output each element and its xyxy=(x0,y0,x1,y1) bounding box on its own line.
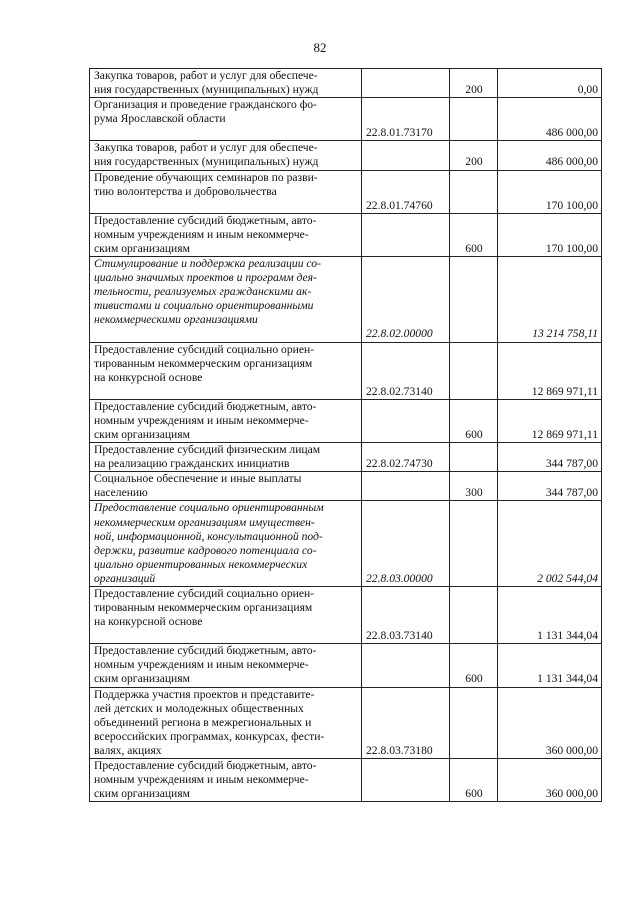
table-row xyxy=(90,687,602,758)
row-description xyxy=(90,98,362,141)
row-description xyxy=(90,170,362,213)
row-amount xyxy=(498,69,602,98)
row-target-code xyxy=(362,170,450,213)
row-description xyxy=(90,687,362,758)
row-expense-type xyxy=(450,472,498,501)
row-description-text: Социальное обеспечение и иные выплаты населению xyxy=(94,472,302,500)
row-amount-text: 2 002 544,04 xyxy=(537,571,598,585)
row-amount xyxy=(498,587,602,644)
row-description-text: Предоставление субсидий социально ориен- тированным некоммерческим организациям на конкурсной основе xyxy=(94,342,315,384)
table-row xyxy=(90,257,602,342)
row-target-code-text: 22.8.03.00000 xyxy=(366,571,433,585)
row-target-code-text: 22.8.01.74760 xyxy=(366,198,433,212)
table-row xyxy=(90,501,602,587)
row-amount-text: 486 000,00 xyxy=(545,155,598,169)
row-amount xyxy=(498,644,602,687)
row-description xyxy=(90,399,362,442)
row-amount-text: 13 214 758,11 xyxy=(532,327,598,341)
row-amount xyxy=(498,501,602,587)
row-expense-type xyxy=(450,443,498,472)
row-expense-type xyxy=(450,141,498,170)
row-description xyxy=(90,213,362,256)
row-target-code xyxy=(362,501,450,587)
row-amount-text: 1 131 344,04 xyxy=(537,672,598,686)
row-amount xyxy=(498,399,602,442)
row-description-text: Предоставление субсидий бюджетным, авто- номным учреждениям и иным некоммерче- ским организациям xyxy=(94,759,317,801)
row-expense-type-text: 300 xyxy=(465,486,483,500)
row-target-code xyxy=(362,443,450,472)
row-expense-type-text: 600 xyxy=(465,787,483,801)
row-amount-text: 486 000,00 xyxy=(545,126,598,140)
row-target-code xyxy=(362,213,450,256)
row-description-text: Проведение обучающих семинаров по разви- тию волонтерства и добровольчества xyxy=(94,170,318,198)
row-description-text: Предоставление субсидий бюджетным, авто- номным учреждениям и иным некоммерче- ским организациям xyxy=(94,213,317,255)
row-description xyxy=(90,342,362,399)
row-amount xyxy=(498,687,602,758)
row-expense-type-text: 600 xyxy=(465,427,483,441)
row-target-code-text: 22.8.03.73180 xyxy=(366,743,433,757)
table-row xyxy=(90,342,602,399)
table-row xyxy=(90,443,602,472)
row-target-code xyxy=(362,472,450,501)
row-amount-text: 12 869 971,11 xyxy=(531,427,598,441)
row-amount xyxy=(498,170,602,213)
table-row xyxy=(90,399,602,442)
table-row xyxy=(90,69,602,98)
row-amount-text: 170 100,00 xyxy=(545,241,598,255)
row-target-code xyxy=(362,644,450,687)
row-description-text: Предоставление социально ориентированным некоммерческим организациям имуществен- ной, информационной, консультационной под- держки, развитие кадрового потенциала со- циально ориентированных некоммерческих организаций xyxy=(94,501,324,585)
row-expense-type xyxy=(450,170,498,213)
row-description-text: Предоставление субсидий бюджетным, авто- номным учреждениям и иным некоммерче- ским организациям xyxy=(94,399,317,441)
row-amount xyxy=(498,472,602,501)
row-expense-type xyxy=(450,257,498,342)
row-expense-type xyxy=(450,587,498,644)
row-amount xyxy=(498,257,602,342)
row-description xyxy=(90,644,362,687)
row-description-text: Поддержка участия проектов и представите- лей детских и молодежных общественных объединений региона в межрегиональных и всероссийских программах, конкурсах, фести- валях, акциях xyxy=(94,687,325,757)
row-target-code xyxy=(362,98,450,141)
row-amount-text: 12 869 971,11 xyxy=(531,384,598,398)
row-target-code xyxy=(362,399,450,442)
row-amount xyxy=(498,213,602,256)
row-expense-type-text: 200 xyxy=(465,83,483,97)
row-target-code-text: 22.8.02.73140 xyxy=(366,384,433,398)
row-description xyxy=(90,257,362,342)
table-row xyxy=(90,644,602,687)
row-description-text: Предоставление субсидий бюджетным, авто- номным учреждениям и иным некоммерче- ским организациям xyxy=(94,644,317,686)
row-target-code xyxy=(362,342,450,399)
row-expense-type-text: 600 xyxy=(465,241,483,255)
row-amount-text: 360 000,00 xyxy=(545,787,598,801)
row-target-code-text: 22.8.02.74730 xyxy=(366,457,433,471)
row-description-text: Стимулирование и поддержка реализации со- циально значимых проектов и программ дея- тельности, реализуемых гражданскими ак- тивистами и социально ориентированными некоммерческими организациями xyxy=(94,257,321,327)
row-expense-type xyxy=(450,69,498,98)
row-target-code xyxy=(362,69,450,98)
table-row xyxy=(90,170,602,213)
row-description xyxy=(90,472,362,501)
row-description xyxy=(90,587,362,644)
row-description xyxy=(90,759,362,802)
table-row xyxy=(90,98,602,141)
row-expense-type xyxy=(450,687,498,758)
row-expense-type-text: 200 xyxy=(465,155,483,169)
row-expense-type xyxy=(450,213,498,256)
table-row xyxy=(90,213,602,256)
row-target-code-text: 22.8.01.73170 xyxy=(366,126,433,140)
row-expense-type xyxy=(450,644,498,687)
row-description xyxy=(90,69,362,98)
row-target-code xyxy=(362,257,450,342)
row-amount-text: 360 000,00 xyxy=(545,743,598,757)
row-description-text: Закупка товаров, работ и услуг для обеспече- ния государственных (муниципальных) нужд xyxy=(94,141,319,169)
row-target-code-text: 22.8.02.00000 xyxy=(366,327,433,341)
row-description xyxy=(90,443,362,472)
row-description-text: Закупка товаров, работ и услуг для обеспече- ния государственных (муниципальных) нужд xyxy=(94,69,319,97)
row-amount-text: 344 787,00 xyxy=(545,486,598,500)
row-description-text: Организация и проведение гражданского фо- рума Ярославской области xyxy=(94,98,317,126)
row-target-code xyxy=(362,141,450,170)
table-row xyxy=(90,587,602,644)
table-row xyxy=(90,141,602,170)
row-target-code xyxy=(362,587,450,644)
row-target-code-text: 22.8.03.73140 xyxy=(366,629,433,643)
row-amount xyxy=(498,342,602,399)
row-expense-type xyxy=(450,342,498,399)
row-amount-text: 1 131 344,04 xyxy=(537,629,598,643)
row-expense-type-text: 600 xyxy=(465,672,483,686)
budget-table-body xyxy=(90,69,602,802)
page-number: 82 xyxy=(313,40,327,55)
row-amount-text: 170 100,00 xyxy=(545,198,598,212)
row-amount xyxy=(498,759,602,802)
row-expense-type xyxy=(450,759,498,802)
row-amount xyxy=(498,98,602,141)
row-target-code xyxy=(362,687,450,758)
row-amount-text: 344 787,00 xyxy=(545,457,598,471)
table-row xyxy=(90,472,602,501)
row-description xyxy=(90,501,362,587)
budget-table xyxy=(89,68,602,802)
row-expense-type xyxy=(450,399,498,442)
row-target-code xyxy=(362,759,450,802)
row-description-text: Предоставление субсидий физическим лицам на реализацию гражданских инициатив xyxy=(94,443,321,471)
row-amount-text: 0,00 xyxy=(577,83,598,97)
table-row xyxy=(90,759,602,802)
row-amount xyxy=(498,443,602,472)
row-expense-type xyxy=(450,98,498,141)
row-expense-type xyxy=(450,501,498,587)
row-description-text: Предоставление субсидий социально ориен- тированным некоммерческим организациям на конкурсной основе xyxy=(94,587,315,629)
row-description xyxy=(90,141,362,170)
row-amount xyxy=(498,141,602,170)
